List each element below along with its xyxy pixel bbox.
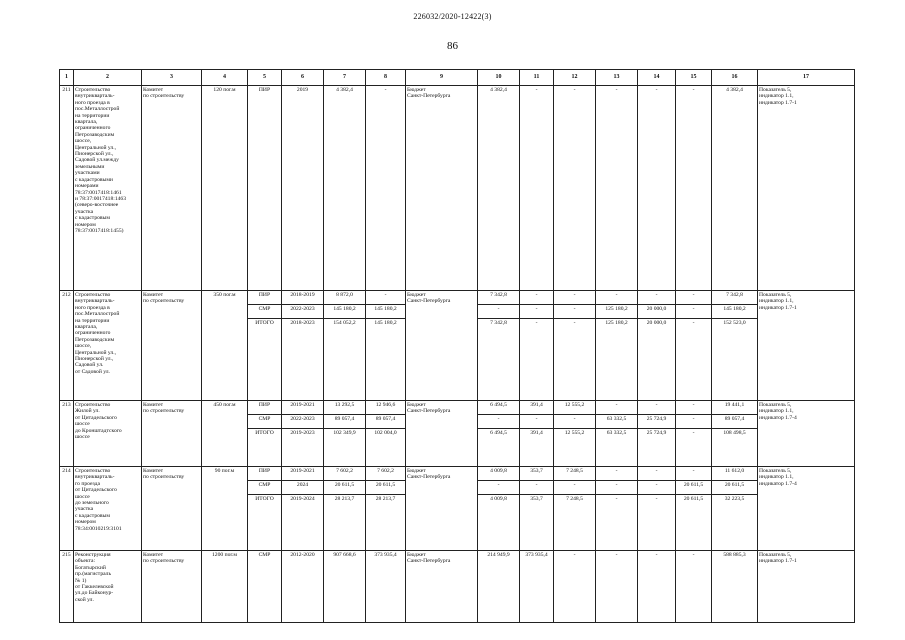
value-col12: - [554,291,596,305]
value-col13: - [596,86,638,291]
table-row [60,291,855,305]
object-name: Строительство внутрикварталь- ного проезда в пос.Металлострой на территории квартала, ограниченного Петрозаводским шоссе, Центральной ул., Пионерской ул., Садовой ул.между земельными участками с кадастровыми номерами 78:37:0017418:1461 и 78:37:0017418:1463 (северо-восточнее участка с кадастровым номером 78:37:0017418:1455) [74,86,142,291]
value-col12: 7 248,5 [554,467,596,481]
value-col12: - [554,551,596,623]
column-header: 9 [406,70,478,86]
indicators: Показатель 5, индикатор 1.1, индикатор 1.7-4 [758,401,855,467]
value-col11: - [520,305,554,319]
value-col13: - [596,495,638,551]
value-col10: - [478,415,520,429]
value-col10: 7 342,8 [478,291,520,305]
funding-source: Бюджет Санкт-Петербурга [406,291,478,401]
value-col8: 145 180,2 [366,305,406,319]
value-col13: - [596,467,638,481]
column-header: 2 [74,70,142,86]
value-col15: 20 611,5 [676,481,712,495]
value-col7: 102 349,9 [324,429,366,467]
value-col7: 4 382,4 [324,86,366,291]
value-col10: 214 949,9 [478,551,520,623]
value-col14: - [638,86,676,291]
value-col13: - [596,481,638,495]
value-col7: 89 057,4 [324,415,366,429]
stage: ПИР [248,401,282,415]
value-col13: - [596,291,638,305]
table-body [60,86,855,623]
value-col7: 20 611,5 [324,481,366,495]
period: 2018-2019 [282,291,324,305]
value-col8: 7 602,2 [366,467,406,481]
value-col10: 7 342,8 [478,319,520,401]
value-col12: - [554,319,596,401]
column-header: 1 [60,70,74,86]
value-col15: - [676,467,712,481]
value-col12: - [554,305,596,319]
row-number: 212 [60,291,74,401]
column-header: 10 [478,70,520,86]
value-col7: 13 292,5 [324,401,366,415]
column-header: 6 [282,70,324,86]
value-col11: - [520,415,554,429]
value-col15: - [676,415,712,429]
value-col7: 7 602,2 [324,467,366,481]
value-col14: - [638,481,676,495]
value-col11: - [520,319,554,401]
period: 2012-2020 [282,551,324,623]
value-col16: 7 342,8 [712,291,758,305]
indicators: Показатель 5, индикатор 1.7-1 [758,551,855,623]
value-col16: 89 057,4 [712,415,758,429]
column-header: 16 [712,70,758,86]
value-col16: 108 498,5 [712,429,758,467]
period: 2019-2021 [282,467,324,481]
value-col7: 28 213,7 [324,495,366,551]
period: 2019-2024 [282,495,324,551]
value-col16: 588 885,3 [712,551,758,623]
column-header: 12 [554,70,596,86]
row-number: 214 [60,467,74,551]
value-col8: - [366,86,406,291]
value-col15: - [676,401,712,415]
column-header: 14 [638,70,676,86]
value-col16: 4 382,4 [712,86,758,291]
value-col11: 391,4 [520,401,554,415]
customer: Комитет по строительству [142,291,202,401]
value-col15: - [676,86,712,291]
value-col13: 125 180,2 [596,305,638,319]
customer: Комитет по строительству [142,401,202,467]
customer: Комитет по строительству [142,86,202,291]
stage: СМР [248,481,282,495]
period: 2018-2023 [282,319,324,401]
value-col16: 145 180,2 [712,305,758,319]
value-col16: 11 612,0 [712,467,758,481]
table-row [60,401,855,415]
value-col16: 32 223,5 [712,495,758,551]
column-header: 11 [520,70,554,86]
value-col16: 19 441,1 [712,401,758,415]
value-col8: 102 004,0 [366,429,406,467]
header-row [60,70,855,86]
funding-source: Бюджет Санкт-Петербурга [406,401,478,467]
value-col12: - [554,86,596,291]
value-col14: 25 724,9 [638,429,676,467]
value-col14: - [638,401,676,415]
value-col10: 4 009,8 [478,495,520,551]
data-table [59,69,855,623]
funding-source: Бюджет Санкт-Петербурга [406,467,478,551]
value-col10: 4 009,8 [478,467,520,481]
period: 2022-2023 [282,305,324,319]
stage: ИТОГО [248,319,282,401]
value-col11: 353,7 [520,495,554,551]
row-number: 211 [60,86,74,291]
object-name: Строительство Жилой ул. от Цитадельского шоссе до Кронштадтского шоссе [74,401,142,467]
capacity: 90 пог.м [202,467,248,551]
capacity: 450 пог.м [202,401,248,467]
stage: СМР [248,551,282,623]
column-header: 8 [366,70,406,86]
value-col8: 12 946,6 [366,401,406,415]
column-header: 15 [676,70,712,86]
value-col11: - [520,291,554,305]
period: 2019-2021 [282,401,324,415]
document-id: 226032/2020-12422(3) [413,12,492,21]
value-col15: 20 611,5 [676,495,712,551]
stage: ПИР [248,86,282,291]
column-header: 4 [202,70,248,86]
period: 2024 [282,481,324,495]
table-row [60,86,855,291]
value-col12: - [554,415,596,429]
value-col16: 20 611,5 [712,481,758,495]
stage: ПИР [248,291,282,305]
funding-source: Бюджет Санкт-Петербурга [406,551,478,623]
value-col8: 20 611,5 [366,481,406,495]
capacity: 1200 пог.м [202,551,248,623]
value-col12: 12 555,2 [554,429,596,467]
page-number: 86 [447,40,458,52]
stage: ПИР [248,467,282,481]
value-col14: - [638,291,676,305]
customer: Комитет по строительству [142,467,202,551]
column-header: 7 [324,70,366,86]
value-col16: 152 523,0 [712,319,758,401]
value-col10: 4 382,4 [478,86,520,291]
value-col10: - [478,481,520,495]
value-col7: 8 872,0 [324,291,366,305]
value-col11: - [520,481,554,495]
value-col13: 63 332,5 [596,415,638,429]
value-col10: 6 494,5 [478,401,520,415]
value-col11: 391,4 [520,429,554,467]
value-col8: 89 057,4 [366,415,406,429]
period: 2019-2023 [282,429,324,467]
column-header: 5 [248,70,282,86]
value-col13: 63 332,5 [596,429,638,467]
object-name: Строительство внутрикварталь- го проезда от Цитадельского шоссе до земельного участка с кадастровым номером 78:34:0010219:3101 [74,467,142,551]
capacity: 120 пог.м [202,86,248,291]
value-col13: 125 180,2 [596,319,638,401]
indicators: Показатель 5, индикатор 1.1, индикатор 1.7-4 [758,467,855,551]
value-col14: - [638,551,676,623]
value-col12: 7 248,5 [554,495,596,551]
value-col14: - [638,495,676,551]
customer: Комитет по строительству [142,551,202,623]
value-col11: - [520,86,554,291]
value-col13: - [596,551,638,623]
value-col12: 12 555,2 [554,401,596,415]
row-number: 213 [60,401,74,467]
table-row [60,551,855,623]
capacity: 350 пог.м [202,291,248,401]
row-number: 215 [60,551,74,623]
period: 2019 [282,86,324,291]
value-col13: - [596,401,638,415]
column-header: 17 [758,70,855,86]
column-header: 13 [596,70,638,86]
value-col8: 28 213,7 [366,495,406,551]
stage: ИТОГО [248,495,282,551]
value-col10: - [478,305,520,319]
value-col14: - [638,467,676,481]
object-name: Реконструкция объекта: Богатырский пр.(магистраль № 1) от Гаккелевской ул.до Байконур- ской ул. [74,551,142,623]
stage: СМР [248,415,282,429]
value-col8: - [366,291,406,305]
indicators: Показатель 5, индикатор 1.1, индикатор 1.7-1 [758,86,855,291]
indicators: Показатель 5, индикатор 1.1, индикатор 1.7-1 [758,291,855,401]
stage: ИТОГО [248,429,282,467]
value-col7: 145 180,2 [324,305,366,319]
value-col8: 373 935,4 [366,551,406,623]
value-col15: - [676,305,712,319]
value-col15: - [676,319,712,401]
value-col15: - [676,429,712,467]
value-col14: 20 000,0 [638,319,676,401]
funding-source: Бюджет Санкт-Петербурга [406,86,478,291]
value-col7: 154 052,2 [324,319,366,401]
value-col15: - [676,551,712,623]
table-row [60,467,855,481]
value-col14: 25 724,9 [638,415,676,429]
value-col12: - [554,481,596,495]
value-col15: - [676,291,712,305]
column-header: 3 [142,70,202,86]
period: 2022-2023 [282,415,324,429]
value-col10: 6 494,5 [478,429,520,467]
object-name: Строительство внутрикварталь- ного проезда в пос.Металлострой на территории квартала, ограниченного Петрозаводским шоссе, Центральной ул., Пионерской ул., Садовой ул. от Садовой ул. [74,291,142,401]
value-col11: 373 935,4 [520,551,554,623]
value-col11: 353,7 [520,467,554,481]
value-col7: 907 668,6 [324,551,366,623]
value-col8: 145 180,2 [366,319,406,401]
value-col14: 20 000,0 [638,305,676,319]
stage: СМР [248,305,282,319]
